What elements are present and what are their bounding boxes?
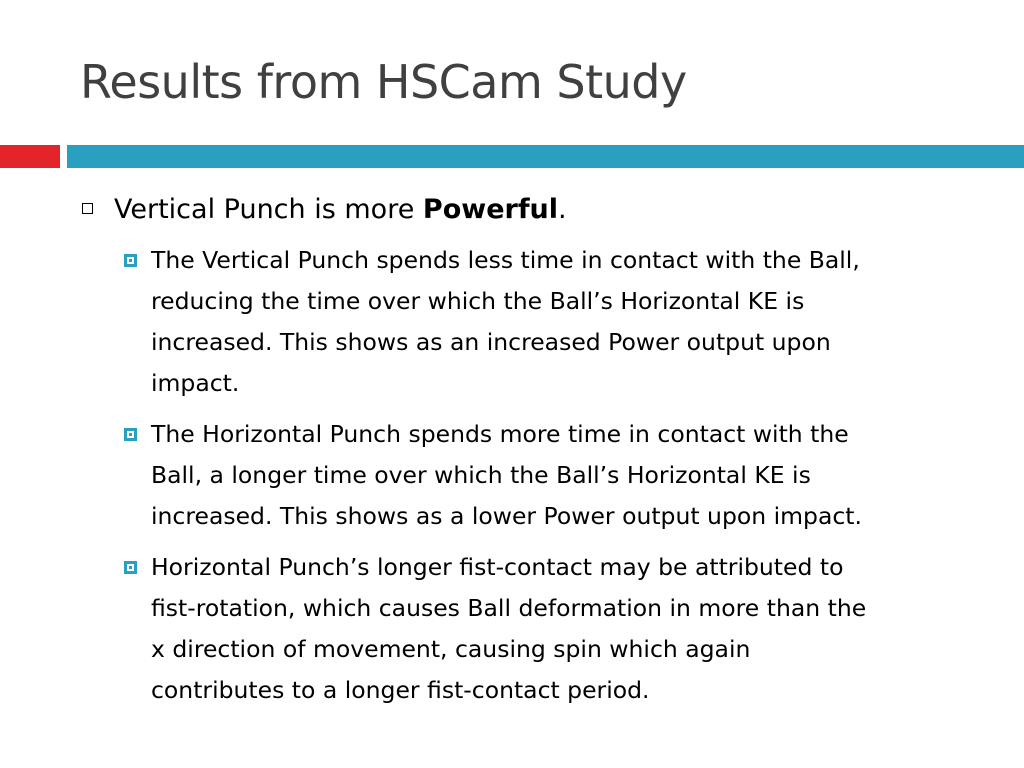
sub-bullet-line: Ball, a longer time over which the Ball’s Horizontal KE is xyxy=(151,461,811,489)
sub-bullet-line: impact. xyxy=(151,369,240,397)
slide-title: Results from HSCam Study xyxy=(80,55,687,109)
main-bullet-text xyxy=(114,190,567,230)
sub-bullet-line: x direction of movement, causing spin which again xyxy=(151,635,751,663)
sub-bullet-item xyxy=(151,414,971,537)
sub-bullet-item xyxy=(151,547,971,711)
sub-bullet-item xyxy=(151,240,971,404)
sub-bullet-line: reducing the time over which the Ball’s Horizontal KE is xyxy=(151,287,805,315)
teal-square-bullet-icon xyxy=(124,561,137,574)
teal-square-bullet-icon xyxy=(124,254,137,267)
sub-bullet-line: The Horizontal Punch spends more time in contact with the xyxy=(151,420,849,448)
sub-bullet-line: contributes to a longer fist-contact period. xyxy=(151,676,650,704)
sub-bullet-line: The Vertical Punch spends less time in contact with the Ball, xyxy=(151,246,860,274)
sub-bullet-list xyxy=(0,240,1024,721)
accent-bar-teal xyxy=(67,145,1024,168)
sub-bullet-line: increased. This shows as an increased Power output upon xyxy=(151,328,831,356)
sub-bullet-line: Horizontal Punch’s longer fist-contact may be attributed to xyxy=(151,553,844,581)
hollow-square-icon xyxy=(82,203,93,214)
main-bullet-prefix: Vertical Punch is more xyxy=(114,194,423,225)
main-bullet-bold: Powerful xyxy=(422,194,559,225)
sub-bullet-line: fist-rotation, which causes Ball deformation in more than the xyxy=(151,594,867,622)
sub-bullet-line: increased. This shows as a lower Power output upon impact. xyxy=(151,502,862,530)
main-bullet-suffix: . xyxy=(558,194,567,225)
accent-bar-red xyxy=(0,145,60,168)
teal-square-bullet-icon xyxy=(124,428,137,441)
